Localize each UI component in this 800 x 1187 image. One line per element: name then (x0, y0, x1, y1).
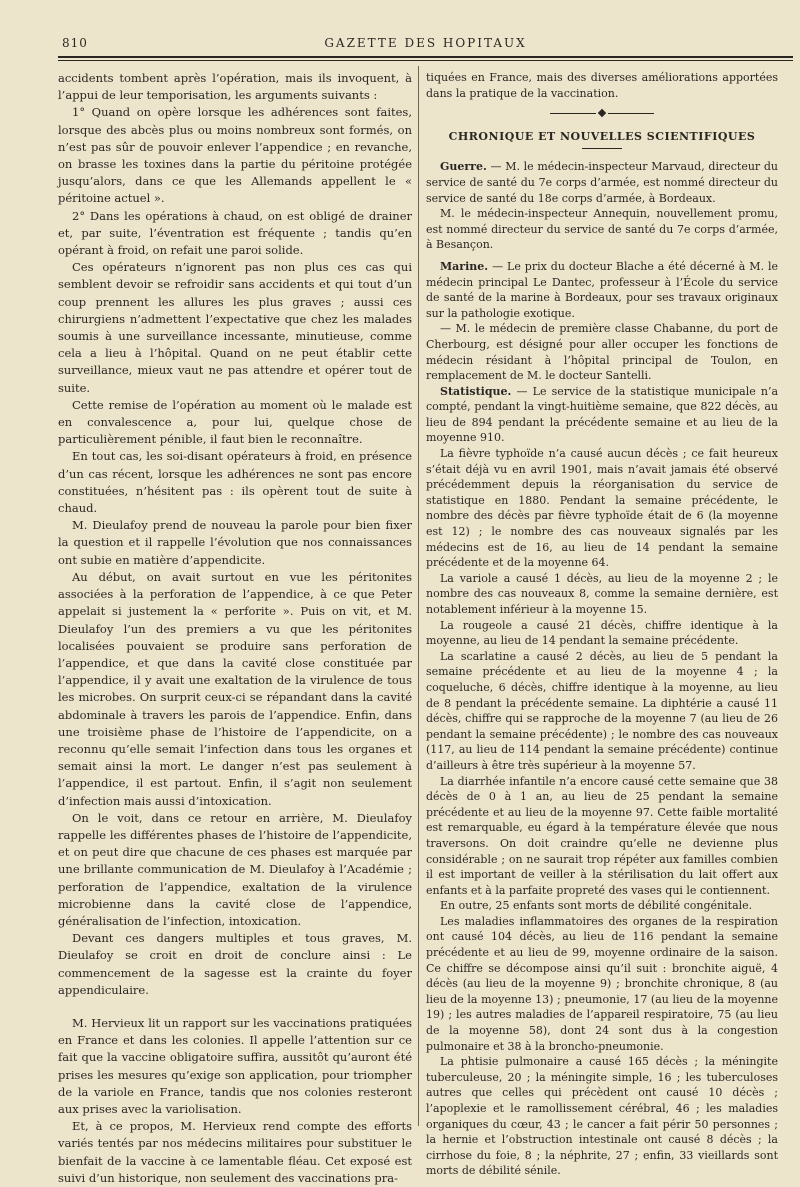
column-divider (418, 66, 419, 1126)
header-rule (58, 56, 793, 58)
publication-title: GAZETTE DES HOPITAUX (324, 36, 527, 50)
paragraph: La diarrhée infantile n’a encore causé cette semaine que 38 décès de 0 à 1 an, au lieu de 25 pendant la semaine précédente et au lieu de la moyenne 97. Cette faible mortalité est remarquable, eu égard à la température élevée que nous traversons. On doit craindre qu’elle ne devienne plus considérable ; on ne saurait trop répéter aux familles combien il est important de veiller à la stérilisation du lait offert aux enfants et à la parfaite propreté des vases qui le contiennent. (426, 774, 778, 897)
page-header (58, 32, 793, 54)
paragraph: La fièvre typhoïde n’a causé aucun décès ; ce fait heureux s’était déjà vu en avril 1901, mais n’avait jamais été observé précédemment depuis la réorganisation du service de statistique en 1880. Pendant la semaine précédente, le nombre des décès par fièvre typhoïde était de 6 (la moyenne est 12) ; le nombre des cas nouveaux signalés par les médecins est de 16, au lieu de 14 pendant la semaine précédente et de la moyenne 64. (426, 447, 778, 570)
paragraph: 1° Quand on opère lorsque les adhérences sont faites, lorsque des abcès plus ou moins nombreux sont formés, on n’est pas sûr de pouvoir enlever l’appendice ; en revanche, on brasse les toxines dans la partie du péritoine protégée jusqu’alors, dans ce que les Allemands appellent le « péritoine actuel ». (58, 105, 412, 206)
paragraph: M. Hervieux lit un rapport sur les vaccinations pratiquées en France et dans les colonies. Il appelle l’attention sur ce fait que la vaccine obligatoire suffira, aussitôt qu’auront été prises les mesures qu’exige son application, pour triompher de la variole en France, tandis que nos colonies resteront aux prises avec la variolisation. (58, 1015, 412, 1116)
page-number: 810 (62, 36, 88, 50)
right-column (426, 70, 778, 1179)
paragraph: En outre, 25 enfants sont morts de débilité congénitale. (440, 899, 753, 913)
paragraph: tiquées en France, mais des diverses améliorations apportées dans la pratique de la vaccination. (426, 71, 778, 100)
paragraph-marine (426, 259, 778, 321)
paragraph-statistique (426, 384, 778, 446)
paragraph: Ces opérateurs n’ignorent pas non plus ces cas qui semblent devoir se refroidir sans accidents et qui tout d’un coup prennent les allures les plus graves ; aussi ces chirurgiens n’admettent l’expectative que chez les malades soumis à une surveillance incessante, minutieuse, comme cela a lieu à l’hôpital. Quand on ne peut établir cette surveillance, mieux vaut ne pas attendre et opérer tout de suite. (58, 260, 412, 395)
paragraph: On le voit, dans ce retour en arrière, M. Dieulafoy rappelle les différentes phases de l’histoire de l’appendicite, et on peut dire que chacune de ces phases est marquée par une brillante communication de M. Dieulafoy à l’Académie ; perforation de l’appendice, exaltation de la virulence microbienne dans la cavité close de l’appendice, généralisation de l’infection, intoxication. (58, 810, 412, 928)
paragraph: Devant ces dangers multiples et tous graves, M. Dieulafoy se croit en droit de conclure ainsi : Le commencement de la sagesse est la crainte du foyer appendiculaire. (58, 931, 412, 997)
left-column (58, 70, 412, 1187)
header-rule-thin (58, 60, 793, 61)
lead-marine: Marine. (440, 259, 489, 273)
paragraph: Au début, on avait surtout en vue les péritonites associées à la perforation de l’appendice, à ce que Peter appelait si justement la « perforite ». Puis on vit, et M. Dieulafoy l’un des premiers a vu que les péritonites localisées pouvaient se produire sans perforation de l’appendice, et que dans la cavité close constituée par l’appendice, il y avait une exaltation de la virulence de tous les microbes. On surprit ceux-ci se répandant dans la cavité abdominale à travers les parois de l’appendice. Enfin, dans une troisième phase de l’histoire de l’appendicite, on a reconnu qu’elle semait l’infection dans tous les organes et semait ainsi la mort. Le danger n’est pas seulement à l’appendice, il est partout. Enfin, il s’agit non seulement d’infection mais aussi d’intoxication. (58, 569, 412, 808)
paragraph: 2° Dans les opérations à chaud, on est obligé de drainer et, par suite, l’éventration est fréquente ; tandis qu’en opérant à froid, on refait une paroi solide. (58, 208, 412, 258)
paragraph: M. Dieulafoy prend de nouveau la parole pour bien fixer la question et il rappelle l’évolution que nos connaissances ont subie en matière d’appendicite. (58, 518, 412, 567)
paragraph: La variole a causé 1 décès, au lieu de la moyenne 2 ; le nombre des cas nouveaux 8, comme la semaine dernière, est notablement inférieur à la moyenne 15. (426, 571, 778, 616)
paragraph-guerre (426, 159, 778, 206)
short-rule (582, 148, 622, 149)
paragraph: En tout cas, les soi-disant opérateurs à froid, en présence d’un cas récent, lorsque les adhérences ne sont pas encore constituées, n’hésitent pas : ils opèrent tout de suite à chaud. (58, 449, 412, 516)
body-statistique: — Le service de la statistique municipale n’a compté, pendant la vingt-huitième semaine, que 822 décès, au lieu de 894 pendant la précédente semaine et au lieu de la moyenne 910. (426, 384, 778, 445)
section-title: CHRONIQUE ET NOUVELLES SCIENTIFIQUES (448, 129, 756, 143)
paragraph: La rougeole a causé 21 décès, chiffre identique à la moyenne, au lieu de 14 pendant la semaine précédente. (426, 618, 778, 648)
paragraph: — M. le médecin de première classe Chabanne, du port de Cherbourg, est désigné pour aller occuper les fonctions de médecin résidant à l’hôpital principal de Toulon, en remplacement de M. le docteur Santelli. (426, 322, 778, 383)
body-guerre: — M. le médecin-inspecteur Marvaud, directeur du service de santé du 7e corps d’armée, est nommé directeur du service de santé du 18e corps d’armée, à Bordeaux. (426, 160, 778, 205)
paragraph: Et, à ce propos, M. Hervieux rend compte des efforts variés tentés par nos médecins militaires pour substituer le bienfait de la vaccine à ce lamentable fléau. Cet exposé est suivi d’un historique, non seulement des vaccinations pra- (58, 1119, 412, 1185)
paragraph: Cette remise de l’opération au moment où le malade est en convalescence a, pour lui, quelque chose de particulièrement pénible, il faut bien le reconnaître. (58, 397, 412, 447)
paragraph: M. le médecin-inspecteur Annequin, nouvellement promu, est nommé directeur du service de santé du 7e corps d’armée, à Besançon. (426, 207, 778, 252)
paragraph: La phtisie pulmonaire a causé 165 décès ; la méningite tuberculeuse, 20 ; la méningite simple, 16 ; les tuberculoses autres que celles qui précèdent ont causé 10 décès ; l’apoplexie et le ramollissement cérébral, 46 ; les maladies organiques du cœur, 43 ; le cancer a fait périr 50 personnes ; la hernie et l’obstruction intestinale ont causé 8 décès ; la cirrhose du foie, 8 ; la néphrite, 27 ; enfin, 33 vieillards sont morts de débilité sénile. (426, 1055, 778, 1178)
paragraph: La scarlatine a causé 2 décès, au lieu de 5 pendant la semaine précédente et au lieu de la moyenne 4 ; la coqueluche, 6 décès, chiffre identique à la moyenne, au lieu de 8 pendant la précédente semaine. La diphtérie a causé 11 décès, chiffre qui se rapproche de la moyenne 7 (au lieu de 26 pendant la semaine précédente) ; le nombre des cas nouveaux (117, au lieu de 114 pendant la semaine précédente) continue d’ailleurs à être très supérieur à la moyenne 57. (426, 649, 778, 772)
body-marine: — Le prix du docteur Blache a été décerné à M. le médecin principal Le Dantec, professeur à l’École du service de santé de la marine à Bordeaux, pour ses travaux originaux sur la pathologie exotique. (426, 259, 778, 320)
ornament-divider (426, 105, 778, 121)
lead-guerre: Guerre. (440, 160, 487, 174)
lead-statistique: Statistique. (440, 384, 512, 398)
paragraph: accidents tombent après l’opération, mais ils invoquent, à l’appui de leur temporisation, les arguments suivants : (58, 71, 412, 103)
paragraph: Les maladies inflammatoires des organes de la respiration ont causé 104 décès, au lieu de 116 pendant la semaine précédente et au lieu de 99, moyenne ordinaire de la saison. Ce chiffre se décompose ainsi qu’il suit : bronchite aiguë, 4 décès (au lieu de la moyenne 9) ; bronchite chronique, 8 (au lieu de la moyenne 13) ; pneumonie, 17 (au lieu de la moyenne 19) ; les autres maladies de l’appareil respiratoire, 75 (au lieu de la moyenne 58), dont 24 sont dus à la congestion pulmonaire et 38 à la broncho-pneumonie. (426, 914, 778, 1053)
